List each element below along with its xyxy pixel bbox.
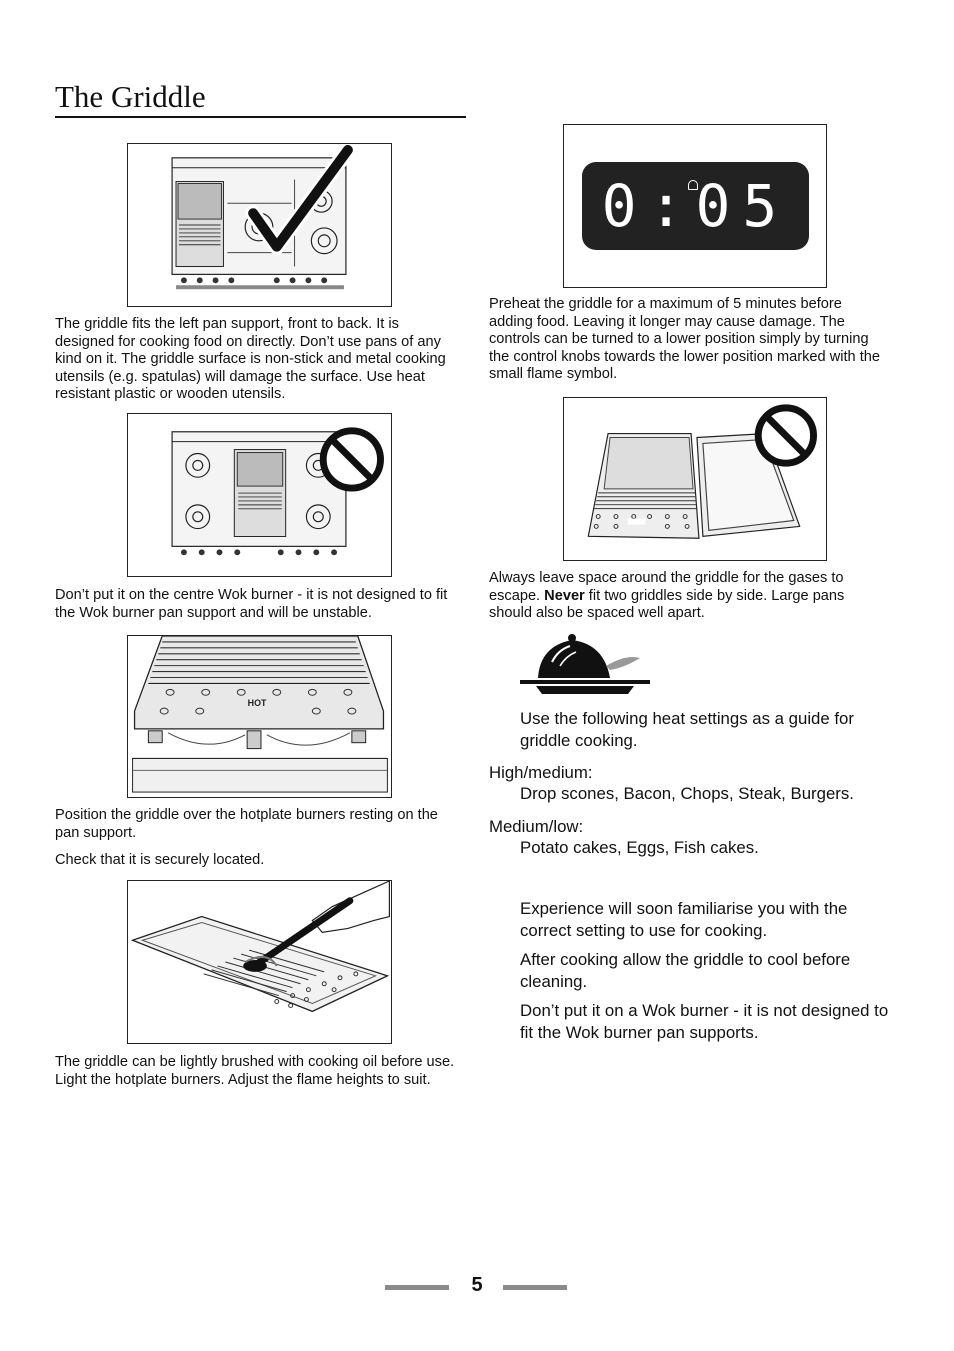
caption-space-pre: Always leave space around the griddle for the gases to escape. [489, 570, 844, 604]
setting-foods-high: Drop scones, Bacon, Chops, Steak, Burgers. [520, 784, 854, 803]
caption-preheat: Preheat the griddle for a maximum of 5 minutes before adding food. Leaving it longer may cause damage. The controls can be turned to a lower position simply by turning the control knobs towards the lower position marked with the small flame symbol. [489, 296, 880, 383]
caption-brush-oil: The griddle can be lightly brushed with cooking oil before use. Light the hotplate burners. Adjust the flame heights to suit. [55, 1054, 455, 1088]
timer-screen [582, 162, 809, 250]
griddle-perspective-illustration [128, 636, 391, 797]
two-griddles-illustration [564, 398, 826, 560]
note-no-wok-burner: Don’t put it on a Wok burner - it is not designed to fit the Wok burner pan supports. [520, 1001, 889, 1042]
guide-intro: Use the following heat settings as a guide for griddle cooking. [520, 709, 854, 750]
figure-timer-display [563, 124, 827, 288]
figure-griddle-left-correct [127, 143, 392, 307]
setting-foods-low: Potato cakes, Eggs, Fish cakes. [520, 838, 759, 857]
bell-icon [688, 180, 698, 190]
footer-bar-right [503, 1285, 567, 1290]
caption-check-secure: Check that it is securely located. [55, 852, 265, 868]
caption-space-around [489, 570, 889, 623]
figure-griddle-brushing [127, 880, 392, 1044]
caption-position-griddle: Position the griddle over the hotplate burners resting on the pan support. [55, 807, 438, 841]
range-cooker-wok-illustration [128, 414, 391, 576]
griddle-brushing-illustration [128, 881, 391, 1043]
timer-readout: 0:05 [601, 172, 790, 240]
caption-griddle-fit: The griddle fits the left pan support, front to back. It is designed for cooking food on directly. Don’t use pans of any kind on it. The griddle surface is non-stick and metal cooking utensils (e.g. spatulas) will damage the surface. Use heat resistant plastic or wooden utensils. [55, 316, 446, 403]
setting-label-low: Medium/low: [489, 817, 584, 836]
caption-space-post: fit two griddles side by side. Large pans should also be spaced well apart. [489, 587, 845, 622]
range-cooker-top-view-illustration [128, 144, 391, 306]
title-underline [55, 116, 466, 118]
figure-griddle-positioning [127, 635, 392, 798]
footer-bar-left [385, 1285, 449, 1290]
cloche-icon [518, 632, 650, 696]
figure-two-griddles-wrong [563, 397, 827, 561]
page-title: The Griddle [55, 79, 206, 114]
setting-label-high: High/medium: [489, 763, 593, 782]
hot-label: HOT [247, 698, 267, 709]
note-cool-before-cleaning: After cooking allow the griddle to cool before cleaning. [520, 950, 851, 991]
caption-no-wok-burner: Don’t put it on the centre Wok burner - it is not designed to fit the Wok burner pan support and will be unstable. [55, 587, 448, 621]
note-experience: Experience will soon familiarise you with the correct setting to use for cooking. [520, 899, 848, 940]
page-number: 5 [471, 1274, 483, 1296]
caption-never-bold: Never [544, 587, 585, 604]
figure-griddle-centre-wrong [127, 413, 392, 577]
